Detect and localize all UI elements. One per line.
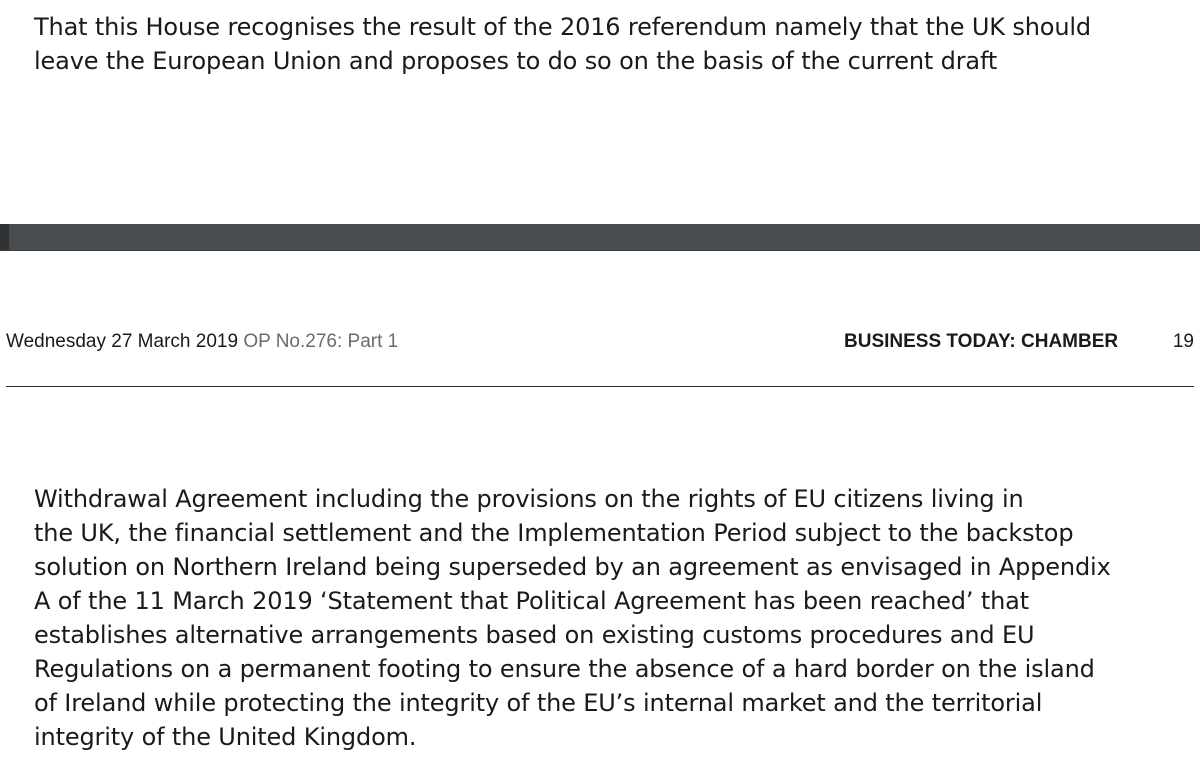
motion-line: of Ireland while protecting the integrity of the EU’s internal market and the territorial: [34, 689, 1043, 717]
motion-line: solution on Northern Ireland being superseded by an agreement as envisaged in Appendix: [34, 553, 1111, 581]
motion-line: the UK, the financial settlement and the Implementation Period subject to the backstop: [34, 519, 1074, 547]
motion-intro-paragraph: [34, 10, 1174, 78]
header-section-title: BUSINESS TODAY: CHAMBER: [844, 331, 1119, 352]
header-date: Wednesday 27 March 2019: [6, 331, 239, 352]
header-date-line: [6, 331, 398, 353]
motion-line: A of the 11 March 2019 ‘Statement that Political Agreement has been reached’ that: [34, 587, 1029, 615]
motion-line: integrity of the United Kingdom.: [34, 723, 417, 751]
motion-continued-paragraph: [34, 482, 1184, 754]
header-op-reference: OP No.276: Part 1: [243, 331, 399, 352]
page-header: [6, 328, 1196, 356]
page-separator-band: [0, 224, 1200, 251]
motion-intro-line: leave the European Union and proposes to do so on the basis of the current draft: [34, 47, 998, 75]
header-rule: [6, 386, 1194, 387]
page-number: 19: [1172, 331, 1194, 352]
motion-intro-line: That this House recognises the result of the 2016 referendum namely that the UK should: [34, 13, 1091, 41]
motion-line: Regulations on a permanent footing to ensure the absence of a hard border on the island: [34, 655, 1095, 683]
motion-line: establishes alternative arrangements based on existing customs procedures and EU: [34, 621, 1035, 649]
separator-accent: [0, 224, 9, 250]
motion-line: Withdrawal Agreement including the provisions on the rights of EU citizens living in: [34, 485, 1024, 513]
